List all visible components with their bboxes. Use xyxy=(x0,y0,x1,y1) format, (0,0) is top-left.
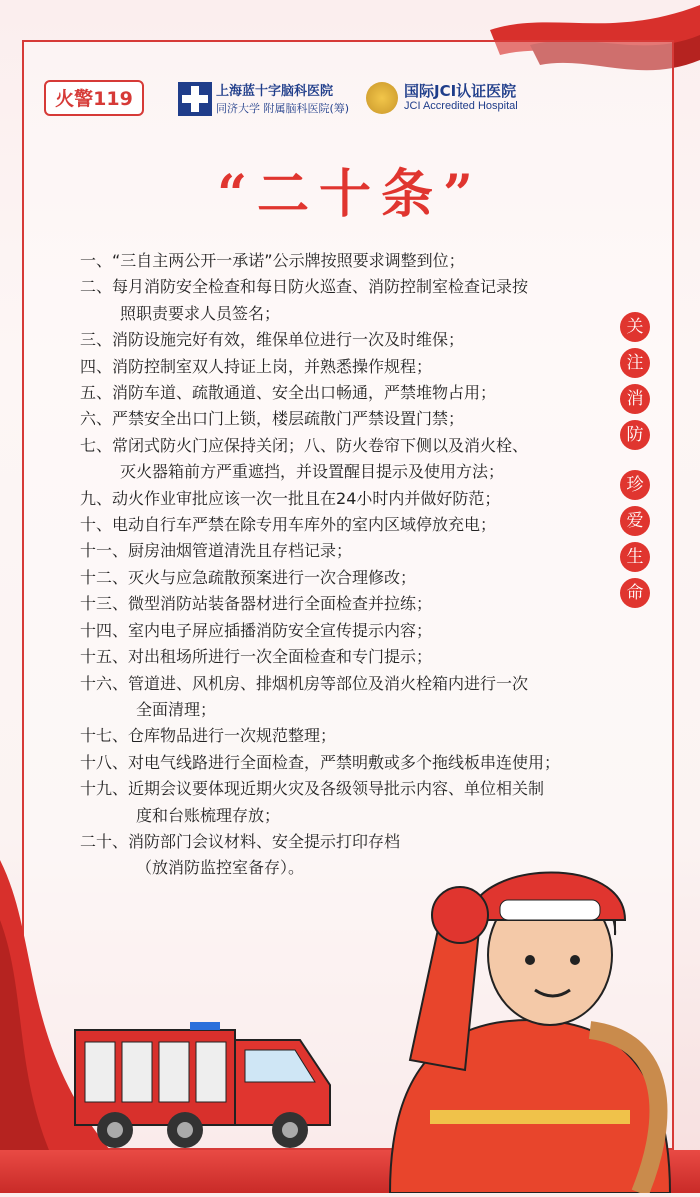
fire-truck-illustration xyxy=(70,1010,340,1160)
rule-item xyxy=(80,354,640,380)
rule-number: 六、 xyxy=(80,409,113,429)
rule-text: 度和台账梳理存放； xyxy=(136,805,281,825)
rule-text: 管道进、风机房、排烟机房等部位及消火栓箱内进行一次 xyxy=(128,673,529,693)
rule-number: 十五、 xyxy=(80,647,129,667)
slogan-char: 珍 xyxy=(620,470,650,500)
rule-text: 消防部门会议材料、安全提示打印存档 xyxy=(128,831,401,851)
rule-item xyxy=(80,486,640,512)
rule-item xyxy=(80,750,640,776)
rule-number: 二十、 xyxy=(80,831,129,851)
rule-item xyxy=(80,723,640,749)
rule-text: 微型消防站装备器材进行全面检查并拉练； xyxy=(128,594,433,614)
rule-item xyxy=(80,644,640,670)
slogan-char: 防 xyxy=(620,420,650,450)
rule-text: 全面清理； xyxy=(136,699,217,719)
rule-number: 十三、 xyxy=(80,594,129,614)
rule-item-continuation xyxy=(80,301,640,327)
rule-text: 消防车道、疏散通道、安全出口畅通，严禁堆物占用； xyxy=(112,383,497,403)
rule-text: 消防控制室双人持证上岗，并熟悉操作规程； xyxy=(112,356,433,376)
jci-title: 国际JCI认证医院 xyxy=(404,82,517,100)
rule-text: 严禁安全出口门上锁，楼层疏散门严禁设置门禁； xyxy=(112,409,465,429)
rule-text: 对电气线路进行全面检查，严禁明敷或多个拖线板串连使用； xyxy=(128,752,561,772)
slogan-vertical xyxy=(620,312,654,614)
rule-text: 仓库物品进行一次规范整理； xyxy=(128,726,337,746)
rule-text: 消防设施完好有效，维保单位进行一次及时维保； xyxy=(112,330,465,350)
rule-text: 电动自行车严禁在除专用车库外的室内区域停放充电； xyxy=(112,515,497,535)
rule-text: 对出租场所进行一次全面检查和专门提示； xyxy=(128,647,433,667)
rule-text: 每月消防安全检查和每日防火巡查、消防控制室检查记录按 xyxy=(112,277,529,297)
slogan-char: 注 xyxy=(620,348,650,378)
rule-number: 七、 xyxy=(80,435,113,455)
rule-number: 十七、 xyxy=(80,726,129,746)
rule-item xyxy=(80,829,640,855)
rule-text: （放消防监控室备存）。 xyxy=(136,858,305,878)
rule-text: 常闭式防火门应保持关闭；八、防火卷帘下侧以及消火栓、 xyxy=(112,435,529,455)
rule-item-continuation xyxy=(80,459,640,485)
firefighter-illustration xyxy=(370,860,690,1193)
rule-item xyxy=(80,618,640,644)
rule-text: 厨房油烟管道清洗且存档记录； xyxy=(128,541,353,561)
rule-text: “三自主两公开一承诺”公示牌按照要求调整到位； xyxy=(112,251,465,270)
rule-item xyxy=(80,406,640,432)
poster-title: “二十条” xyxy=(217,164,483,225)
rule-item xyxy=(80,433,640,459)
slogan-char: 命 xyxy=(620,578,650,608)
rule-text: 室内电子屏应插播消防安全宣传提示内容； xyxy=(128,620,433,640)
rule-number: 十四、 xyxy=(80,620,129,640)
rule-text: 照职责要求人员签名； xyxy=(120,303,281,323)
rule-number: 一、 xyxy=(80,251,113,270)
slogan-char: 关 xyxy=(620,312,650,342)
fire-alarm-badge: 火警119 xyxy=(44,80,144,116)
rule-number: 十一、 xyxy=(80,541,129,561)
slogan-char: 爱 xyxy=(620,506,650,536)
rule-number: 十、 xyxy=(80,515,113,535)
rule-item xyxy=(80,380,640,406)
rule-item xyxy=(80,512,640,538)
slogan-char: 消 xyxy=(620,384,650,414)
rule-item xyxy=(80,327,640,353)
rule-number: 五、 xyxy=(80,383,113,403)
rule-item xyxy=(80,274,640,300)
rule-text: 近期会议要体现近期火灾及各级领导批示内容、单位相关制 xyxy=(128,779,545,799)
hospital-logo xyxy=(178,78,348,118)
jci-seal-icon xyxy=(366,82,398,114)
rule-number: 三、 xyxy=(80,330,113,350)
jci-subtitle: JCI Accredited Hospital xyxy=(404,100,518,112)
rule-number: 九、 xyxy=(80,488,113,508)
rule-item xyxy=(80,776,640,802)
hospital-affiliation: 同济大学 附属脑科医院(筹) xyxy=(216,102,350,115)
rule-item xyxy=(80,538,640,564)
rule-text: 动火作业审批应该一次一批且在24小时内并做好防范； xyxy=(112,488,501,508)
rules-list xyxy=(80,248,640,882)
jci-logo xyxy=(366,80,566,120)
rule-number: 二、 xyxy=(80,277,113,297)
rule-number: 十六、 xyxy=(80,673,129,693)
rule-number: 十二、 xyxy=(80,567,129,587)
slogan-char: 生 xyxy=(620,542,650,572)
rule-item-continuation xyxy=(80,697,640,723)
rule-text: 灭火与应急疏散预案进行一次合理修改； xyxy=(128,567,417,587)
rule-item xyxy=(80,671,640,697)
rule-number: 四、 xyxy=(80,356,113,376)
rule-number: 十八、 xyxy=(80,752,129,772)
rule-text: 灭火器箱前方严重遮挡，并设置醒目提示及使用方法； xyxy=(120,462,505,482)
blue-cross-icon xyxy=(178,82,212,116)
rule-item-continuation xyxy=(80,803,640,829)
rule-item xyxy=(80,591,640,617)
rule-number: 十九、 xyxy=(80,779,129,799)
rule-item xyxy=(80,565,640,591)
rule-item xyxy=(80,248,640,274)
hospital-name: 上海蓝十字脑科医院 xyxy=(216,84,334,99)
